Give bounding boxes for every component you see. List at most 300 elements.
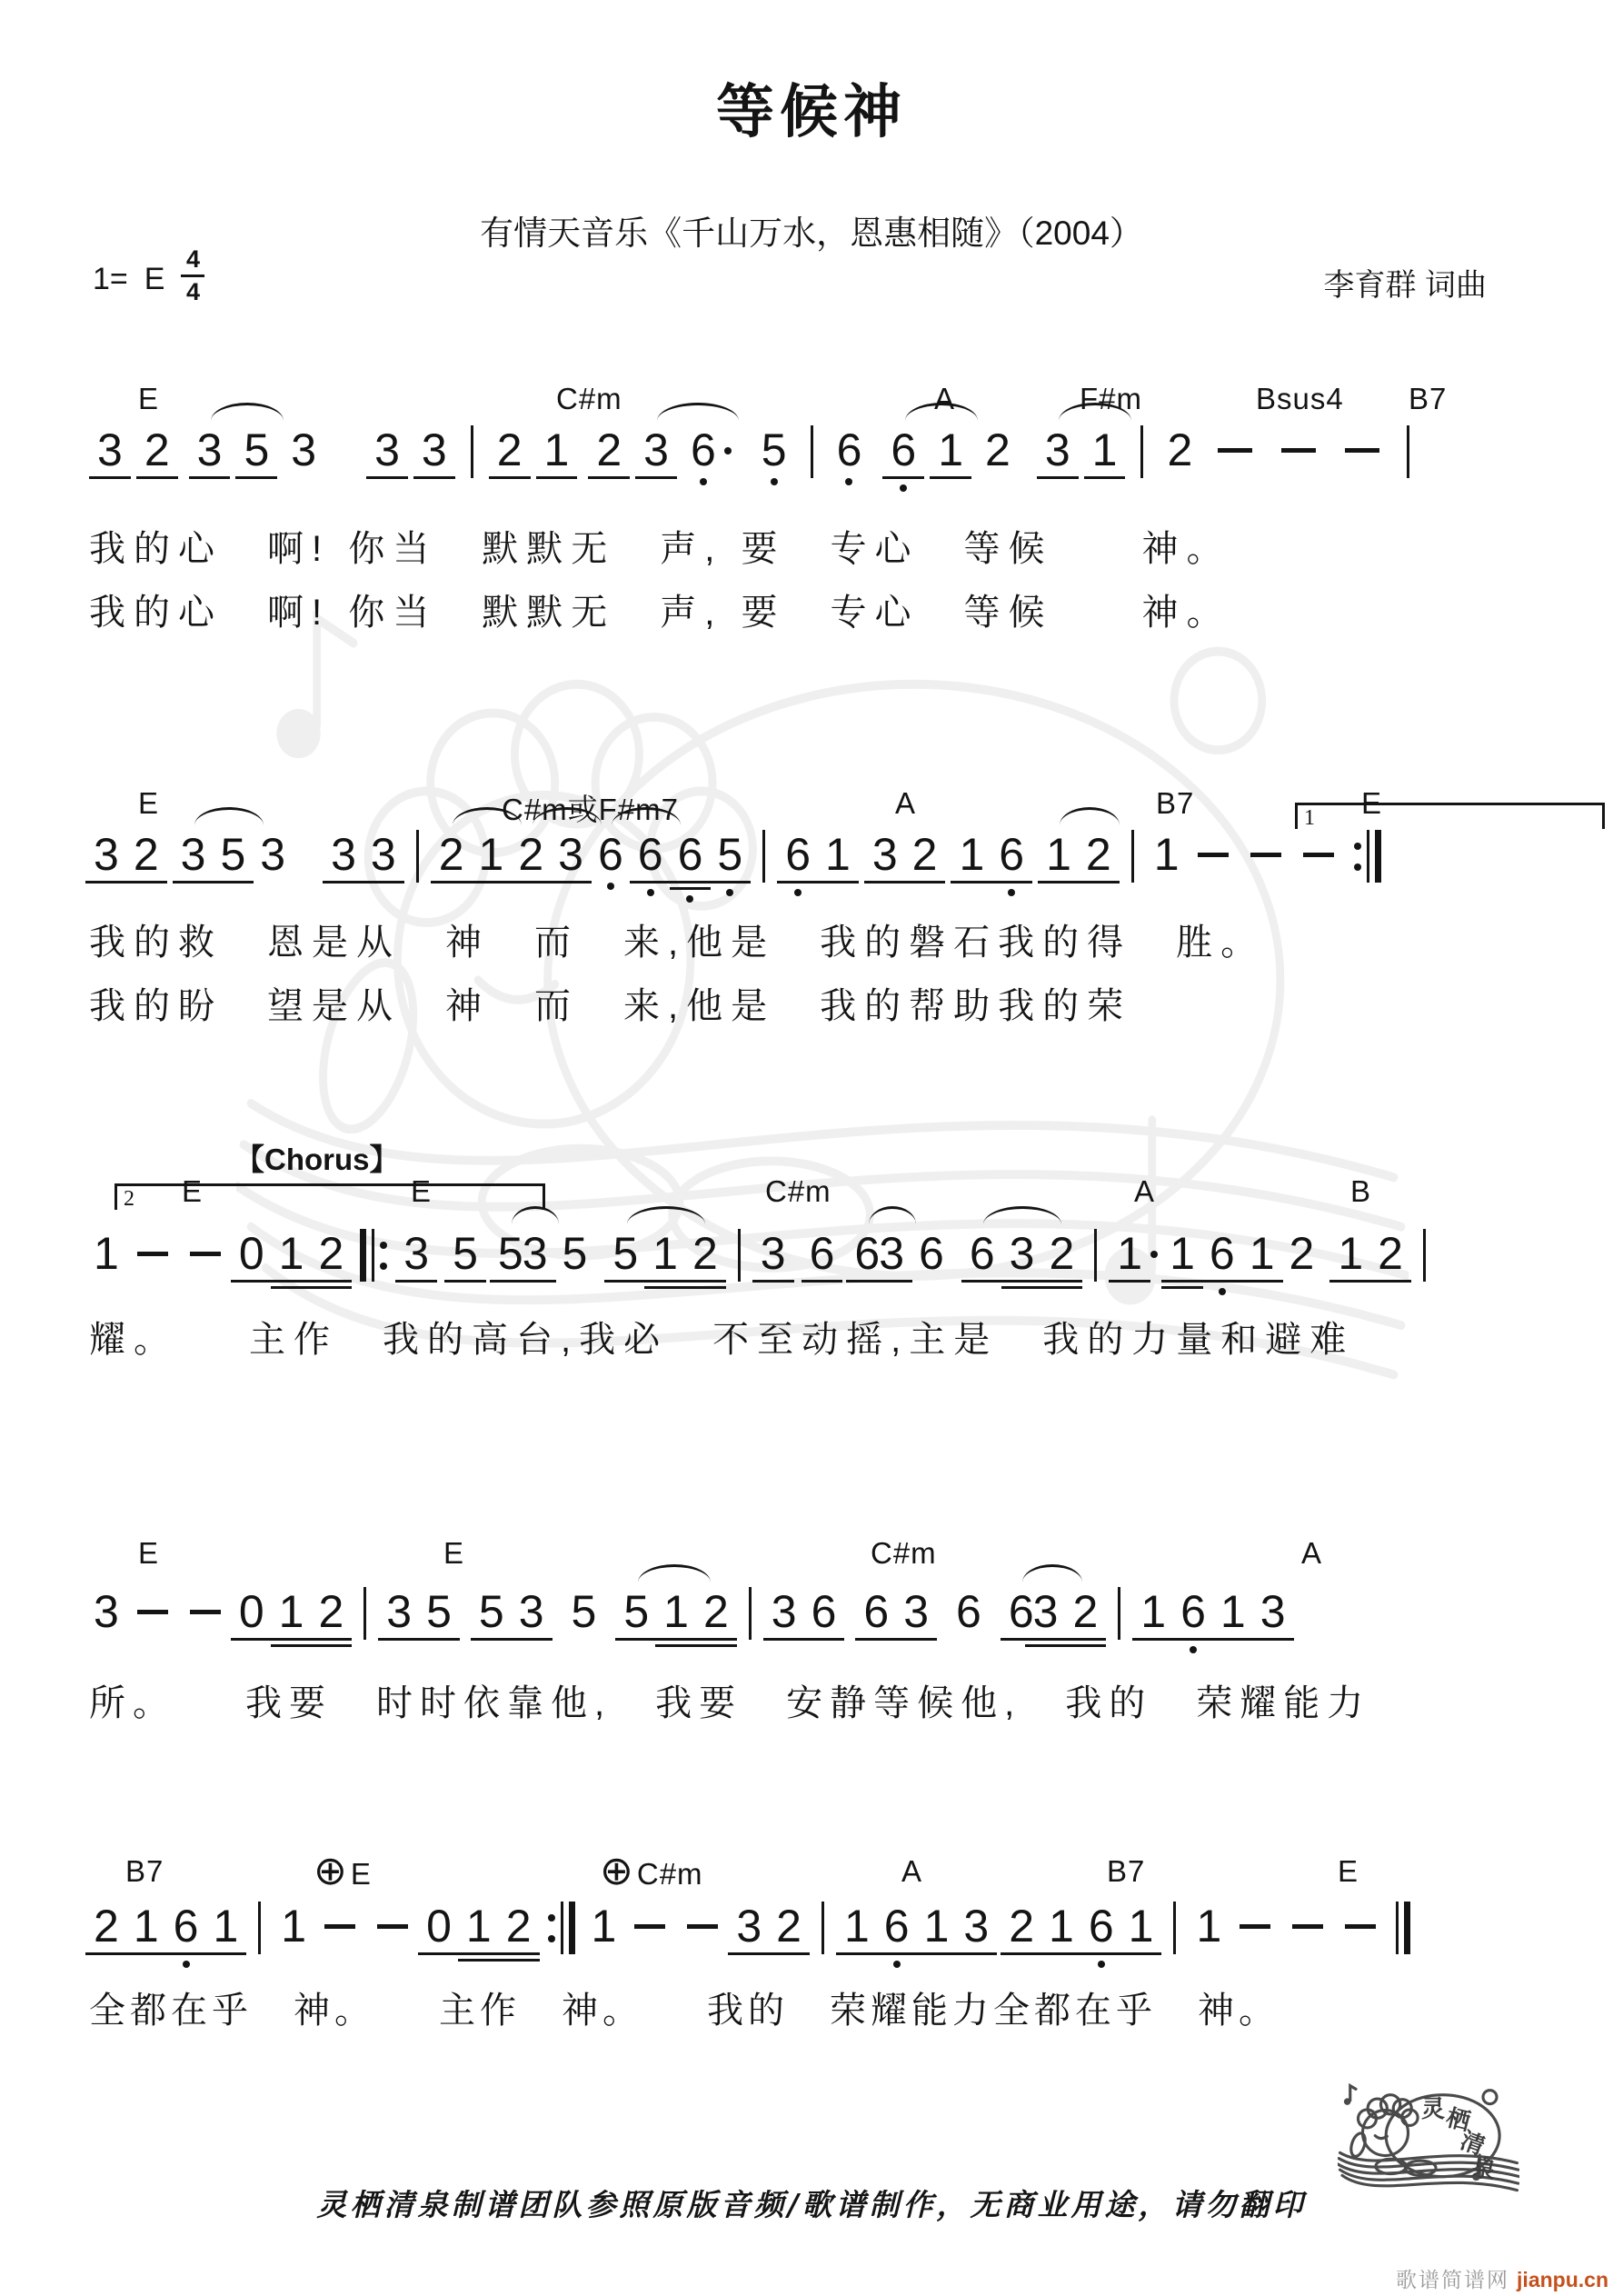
duration-dash: [190, 1252, 221, 1256]
logo-char-1: 灵: [1421, 2095, 1446, 2122]
bar-thick: [1375, 830, 1381, 883]
chord-label: [1134, 1174, 1155, 1209]
note-digit: 3: [421, 424, 447, 475]
duration-dash: [137, 1252, 168, 1256]
note: [691, 425, 716, 474]
note: [1378, 1229, 1403, 1278]
note: [623, 1587, 649, 1636]
underline: [1001, 1280, 1043, 1283]
note: [985, 425, 1011, 474]
note: [924, 1902, 950, 1951]
note: [426, 1587, 452, 1636]
underline: [189, 476, 231, 479]
underline: [916, 1952, 958, 1955]
volta-bracket: [115, 1183, 545, 1210]
note: [884, 1902, 910, 1951]
note-digit: 1: [543, 424, 570, 475]
underline: [695, 1644, 737, 1647]
chord-text: B: [1350, 1174, 1372, 1208]
note: [134, 830, 159, 879]
note: [912, 830, 938, 879]
chord-label: [314, 1849, 372, 1894]
chord-label: [1256, 382, 1344, 416]
note-digit: 0: [238, 1586, 264, 1637]
underline: [271, 1638, 313, 1641]
octave-dot-low: [1190, 1646, 1197, 1653]
barline: [363, 1587, 366, 1640]
note: [1140, 1587, 1166, 1636]
underline: [458, 1952, 500, 1955]
note: [598, 830, 623, 879]
repeat-end-barline: [548, 1902, 575, 1954]
underline: [709, 881, 751, 883]
note: [785, 830, 811, 879]
underline: [1161, 1280, 1203, 1283]
bar-thick: [360, 1229, 366, 1282]
final-barline: [1396, 1902, 1410, 1954]
note: [94, 1229, 119, 1278]
underline: [1252, 1638, 1294, 1641]
octave-dot-low: [794, 889, 802, 896]
repeat-dot: [548, 1914, 555, 1922]
note-digit: 6: [811, 1586, 837, 1637]
note: [1180, 1587, 1206, 1636]
underline: [1001, 1286, 1043, 1289]
barline: [811, 425, 813, 478]
note: [498, 1229, 523, 1278]
duration-dash: [137, 1610, 168, 1614]
publisher-logo: [1338, 2072, 1519, 2218]
note-digit: 6: [597, 829, 623, 880]
chord-text: E: [138, 1536, 160, 1570]
chord-text: E: [182, 1174, 204, 1208]
note: [938, 425, 963, 474]
site-name: 歌谱简谱网: [1396, 2268, 1510, 2291]
note-digit: 1: [213, 1901, 239, 1952]
barline: [1131, 830, 1134, 883]
note-digit: 1: [278, 1586, 304, 1637]
note-digit: 6: [919, 1228, 944, 1279]
underline: [173, 881, 214, 883]
underline: [630, 881, 672, 883]
chord-text: A: [895, 786, 917, 820]
chord-label: [1409, 382, 1447, 416]
slur-arc: [1060, 807, 1120, 825]
note-digit: 1: [1153, 829, 1180, 880]
note: [558, 830, 583, 879]
note-digit: 2: [1167, 424, 1193, 475]
chord-text: C#m: [556, 382, 622, 415]
note: [279, 1229, 304, 1278]
underline: [955, 1952, 997, 1955]
underline: [1025, 1638, 1067, 1641]
note-digit: 2: [94, 1901, 119, 1952]
note: [1010, 1229, 1035, 1278]
barline: [1407, 425, 1409, 478]
logo-char-4: 泉: [1469, 2152, 1499, 2185]
underline: [684, 1286, 726, 1289]
note-digit: 1: [1170, 1228, 1195, 1279]
note: [453, 1229, 478, 1278]
duration-dash: [1281, 448, 1316, 453]
note-digit: 1: [278, 1228, 304, 1279]
note-digit: 5: [571, 1586, 597, 1637]
note-digit: 1: [478, 829, 504, 880]
repeat-dot: [380, 1242, 387, 1249]
note-digit: 6: [891, 424, 917, 475]
repeat-dot: [548, 1935, 555, 1942]
volta-number: 1: [1304, 806, 1315, 830]
lyric-line-1: 我的心 啊! 你当 默默无 声, 要 专心 等候 神。: [89, 529, 1231, 569]
note-digit: 6: [956, 1586, 981, 1637]
note: [1086, 830, 1111, 879]
underline: [471, 1638, 513, 1641]
underline: [363, 881, 404, 883]
underline: [930, 476, 971, 479]
underline: [803, 1638, 845, 1641]
note: [959, 830, 984, 879]
note-digit: 6: [1008, 1586, 1034, 1637]
note-digit: 3: [403, 1228, 430, 1279]
key-note: E: [144, 262, 165, 296]
octave-dot-low: [726, 889, 733, 896]
slur-arc: [657, 403, 739, 421]
chord-label: [1301, 1536, 1322, 1571]
underline: [1161, 1286, 1203, 1289]
chord-label: [895, 786, 916, 821]
lyric-line-1: 我的救 恩是从 神 而 来,他是 我的磐石我的得 胜。: [89, 923, 1266, 963]
underline: [1041, 1280, 1082, 1283]
slur-arc: [638, 1564, 711, 1582]
underline: [728, 1952, 770, 1955]
note: [220, 830, 245, 879]
underline: [511, 1638, 553, 1641]
note: [872, 830, 898, 879]
barline: [1140, 425, 1143, 478]
note-digit: 1: [94, 1228, 119, 1279]
underline: [514, 1280, 556, 1283]
site-url-link[interactable]: jianpu.cn: [1517, 2268, 1608, 2291]
note: [652, 1229, 678, 1278]
barline: [1173, 1902, 1176, 1954]
note-digit: 5: [478, 1586, 504, 1637]
note-digit: 1: [1220, 1586, 1246, 1637]
note: [518, 830, 543, 879]
note: [592, 1902, 617, 1951]
chord-label: [871, 1536, 937, 1571]
underline: [510, 881, 552, 883]
note: [663, 1587, 689, 1636]
chord-label: [411, 1174, 432, 1209]
notes-row: [86, 1902, 1419, 1956]
repeat-dots: [1354, 843, 1361, 871]
chord-text: E: [411, 1174, 433, 1208]
bar-thin: [561, 1902, 563, 1954]
note: [279, 1587, 304, 1636]
note: [703, 1587, 729, 1636]
note-digit: 3: [386, 1586, 413, 1637]
octave-dot-low: [1008, 889, 1015, 896]
underline: [644, 1286, 686, 1289]
note-digit: 2: [702, 1586, 729, 1637]
note: [999, 830, 1024, 879]
duration-dash: [1198, 853, 1229, 857]
underline: [271, 1280, 313, 1283]
chord-text: A: [1134, 1174, 1156, 1208]
note-digit: 1: [1091, 424, 1118, 475]
underline: [904, 881, 946, 883]
duration-dash: [377, 1924, 408, 1929]
note-digit: 5: [717, 829, 743, 880]
note-digit: 3: [643, 424, 669, 475]
note-digit: 5: [453, 1228, 478, 1279]
note-digit: 1: [825, 829, 851, 880]
note-digit: 3: [1260, 1586, 1286, 1637]
note: [260, 830, 285, 879]
chord-text: E: [350, 1857, 372, 1891]
note-digit: 2: [1378, 1228, 1403, 1279]
note: [386, 1587, 412, 1636]
underline: [1080, 1952, 1122, 1955]
note: [1089, 1902, 1114, 1951]
note-digit: 3: [180, 829, 206, 880]
underline: [125, 881, 167, 883]
note-digit: 1: [465, 1901, 492, 1952]
note: [523, 1229, 548, 1278]
note-digit: 3: [1009, 1228, 1035, 1279]
note-digit: 1: [133, 1901, 159, 1952]
note: [1009, 1587, 1034, 1636]
chord-text: C#m: [765, 1174, 831, 1208]
key-prefix: 1=: [93, 262, 128, 296]
note-digit: 6: [690, 424, 716, 475]
note-digit: 2: [505, 1901, 532, 1952]
octave-dot-low: [771, 478, 778, 485]
underline: [323, 881, 364, 883]
octave-dot-low: [1219, 1288, 1226, 1295]
octave-dot-low: [893, 1961, 901, 1968]
note: [197, 425, 223, 474]
note-digit: 1: [1140, 1586, 1167, 1637]
note: [692, 1229, 718, 1278]
barline: [762, 830, 765, 883]
chord-text: E: [138, 382, 160, 415]
underline: [310, 1638, 352, 1641]
duration-dash: [324, 1924, 355, 1929]
note: [318, 1229, 344, 1278]
underline: [1041, 1286, 1082, 1289]
note-digit: 3: [331, 829, 356, 880]
note-digit: 6: [863, 1586, 890, 1637]
barline: [749, 1587, 752, 1640]
note-digit: 3: [518, 1586, 544, 1637]
chord-label: [138, 382, 159, 416]
note: [1046, 830, 1071, 879]
note-digit: 3: [1032, 1586, 1059, 1637]
underline: [644, 1280, 686, 1283]
note: [134, 1902, 159, 1951]
note: [181, 830, 206, 879]
underline: [961, 1280, 1003, 1283]
underline: [395, 1280, 437, 1283]
underline: [231, 1638, 273, 1641]
chorus-label: 【Chorus】: [234, 1143, 400, 1176]
chord-text: E: [1361, 786, 1383, 820]
note: [879, 1229, 904, 1278]
note-digit: 1: [1249, 1228, 1275, 1279]
time-denominator: 4: [185, 278, 200, 305]
note: [919, 1229, 944, 1278]
underline: [588, 476, 630, 479]
underline: [615, 1638, 657, 1641]
note-digit: 2: [144, 424, 170, 475]
slur-arc: [905, 403, 978, 421]
chord-label: [1107, 1854, 1145, 1889]
underline: [271, 1286, 313, 1289]
slur-arc: [211, 403, 284, 421]
notes-row: [86, 425, 1422, 480]
underline: [431, 881, 473, 883]
note-digit: 1: [1196, 1901, 1222, 1952]
note-digit: 3: [760, 1228, 786, 1279]
chord-text: C#m或F#m7: [502, 793, 680, 826]
note-digit: 2: [318, 1228, 344, 1279]
note: [439, 830, 464, 879]
chord-text: A: [901, 1854, 923, 1888]
underline: [763, 1638, 805, 1641]
note-digit: 3: [963, 1901, 990, 1952]
underline: [471, 881, 513, 883]
note: [1117, 1229, 1142, 1278]
augmentation-dot: [724, 447, 732, 454]
note-digit: 3: [291, 424, 317, 475]
note: [403, 1229, 429, 1278]
chord-text: B7: [1409, 382, 1448, 415]
note-digit: 2: [496, 424, 523, 475]
note-digit: 6: [836, 424, 862, 475]
song-title: 等候神: [716, 79, 907, 145]
octave-dot-low: [686, 895, 693, 903]
underline: [855, 1638, 897, 1641]
chord-label: [1350, 1174, 1371, 1209]
note: [854, 1229, 880, 1278]
note-digit: 2: [133, 829, 159, 880]
note-digit: 6: [785, 829, 811, 880]
volta-number: 2: [124, 1187, 134, 1211]
note-digit: 2: [518, 829, 544, 880]
chord-label: [138, 786, 159, 821]
note: [776, 1902, 802, 1951]
chord-label: [600, 1849, 703, 1894]
notes-row: [86, 1229, 1439, 1283]
octave-dot-low: [647, 889, 654, 896]
note: [572, 1587, 597, 1636]
note-digit: 2: [1072, 1586, 1099, 1637]
octave-dot-low: [607, 883, 614, 890]
underline: [1037, 476, 1079, 479]
note-digit: 3: [97, 424, 123, 475]
underline: [1109, 1280, 1150, 1283]
underline: [635, 476, 677, 479]
note-digit: 6: [999, 829, 1025, 880]
time-numerator: 4: [185, 245, 200, 273]
underline: [1064, 1644, 1106, 1647]
note-digit: 3: [196, 424, 223, 475]
note-digit: 1: [663, 1586, 689, 1637]
underline: [1241, 1280, 1283, 1283]
underline: [777, 881, 819, 883]
barline: [1118, 1587, 1120, 1640]
underline: [212, 881, 254, 883]
chord-text: E: [138, 786, 160, 820]
barline: [821, 1902, 824, 1954]
note-digit: 3: [903, 1586, 929, 1637]
underline: [882, 476, 924, 479]
note: [422, 425, 447, 474]
note-digit: 3: [94, 1586, 119, 1637]
chord-label: [1361, 786, 1382, 821]
chord-text: B7: [125, 1854, 164, 1888]
chord-text: E: [443, 1536, 465, 1570]
note: [1167, 425, 1192, 474]
bar-thick: [1404, 1902, 1410, 1954]
note: [97, 425, 123, 474]
note-digit: 6: [969, 1228, 995, 1279]
note-digit: 5: [426, 1586, 452, 1637]
bar-thin: [1396, 1902, 1399, 1954]
underline: [418, 1638, 460, 1641]
note-digit: 1: [1049, 1901, 1074, 1952]
logo-char-3: 清: [1457, 2126, 1489, 2161]
note-digit: 2: [776, 1901, 802, 1952]
note-digit: 1: [938, 424, 963, 475]
note: [825, 830, 851, 879]
note: [903, 1587, 929, 1636]
note-digit: 6: [883, 1901, 910, 1952]
chord-text: F#m: [1080, 382, 1142, 415]
note: [891, 425, 916, 474]
underline: [1001, 1952, 1042, 1955]
chord-text: C#m: [636, 1857, 703, 1891]
site-watermark: [1396, 2263, 1608, 2293]
octave-dot-low: [700, 478, 707, 485]
slur-arc: [627, 1206, 705, 1224]
duration-dash: [1345, 448, 1379, 453]
underline: [271, 1644, 313, 1647]
underline: [310, 1286, 352, 1289]
underline: [991, 881, 1032, 883]
underline: [498, 1952, 540, 1955]
note: [1049, 1902, 1074, 1951]
note: [1260, 1587, 1286, 1636]
note: [736, 1902, 762, 1951]
note: [544, 425, 570, 474]
note: [1250, 1229, 1275, 1278]
note: [519, 1587, 544, 1636]
underline: [498, 1959, 540, 1962]
note-digit: 3: [558, 829, 583, 880]
underline: [458, 1959, 500, 1962]
duration-dash: [1345, 1924, 1376, 1929]
note: [239, 1229, 264, 1278]
underline: [231, 1280, 273, 1283]
duration-dash: [1303, 853, 1334, 857]
note-digit: 6: [1088, 1901, 1114, 1952]
note-digit: 3: [1044, 424, 1070, 475]
note-digit: 3: [736, 1901, 762, 1952]
chord-label: [1338, 1854, 1359, 1889]
note: [844, 1902, 870, 1951]
